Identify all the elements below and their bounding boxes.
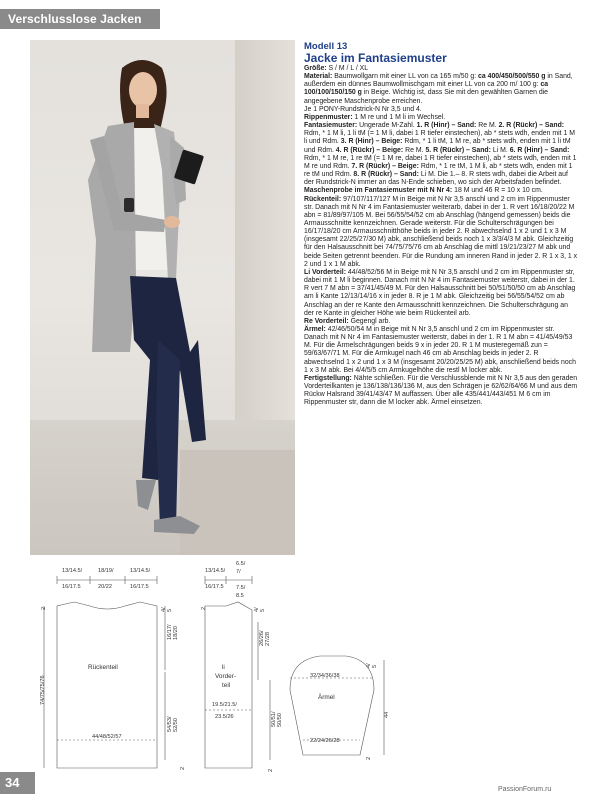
sleeve-bottom-width: 22/24/26/28 — [310, 738, 340, 744]
front-length-1: 50/51/ — [271, 711, 277, 727]
front-shoulder-2: 5 — [260, 608, 266, 612]
back-armhole-1: 16/17/ — [167, 624, 173, 640]
back-paragraph — [304, 196, 579, 269]
front-neck-2: 7/ — [236, 569, 241, 575]
row-5-label: 5. R (Rückr) – Sand: — [425, 146, 491, 154]
instructions-column — [304, 42, 579, 408]
back-top-two: 2 — [41, 606, 47, 610]
rib-label: Rippenmuster: — [304, 113, 353, 121]
page-number: 34 — [5, 775, 20, 790]
back-top-mid-2: 20/22 — [98, 584, 112, 590]
back-top-right-2: 16/17.5 — [130, 584, 149, 590]
row-1-label: 1. R (Hinr) – Sand: — [416, 122, 477, 130]
row-3-label: 3. R (Hinr) – Beige: — [340, 138, 403, 146]
material-text-3: in Beige. Wichtig ist, dass Sie mit den gewählten Garnen die angegebene Maschenprobe erreichen. — [304, 89, 549, 105]
row-6-text: Rdm, * 1 M re, 1 re tM (= 1 M re, dabei 1 R tiefer einstechen), ab * stets wdh, enden mit 1 M re und Rdm. — [304, 154, 577, 170]
front-neck-3: 7.5/ — [236, 585, 246, 591]
section-title: Verschlusslose Jacken — [8, 12, 142, 26]
row-7-text: Rdm, * 1 re tM, 1 M li, ab * stets wdh, enden mit 1 re tM und Rdm. — [304, 162, 573, 179]
front-top-2: 16/17.5 — [205, 584, 224, 590]
front-neck-4: 8.5 — [236, 593, 244, 599]
front-neck-height-1: 26/26/ — [259, 630, 265, 646]
gauge-paragraph — [304, 187, 579, 195]
sleeve-length: 44 — [384, 711, 390, 718]
sleeve-text: 42/46/50/54 M in Beige mit N Nr 3,5 anschl und 2 cm im Rippenmuster str. Danach mit N Nr 4 im Fantasiemuster weiterstr, dabei in der 1. R 1 M abn = 41/45/49/53 M. Für die Ärmelschrägungen beids 9 x in jeder 20. R 1 M musteregemäß zun = 59/63/67/71 M. Für die Armkugel nach 46 cm ab Anschlag beids in jeder 2. R abwechselnd 1 x 2 und 1 x 3 M (insgesamt 20/20/25/25 M) abk, anschließend beids noch 1 x 3 M abk. Bei 4/4/5/5 cm Armkugelhöhe die restl M locker abk. — [304, 326, 576, 374]
back-top-left-1: 13/14.5/ — [62, 568, 83, 574]
back-text: 97/107/117/127 M in Beige mit N Nr 3,5 anschl und 2 cm im Rippenmuster str. Danach mit N Nr 4 im Fantasiemuster weiterarb, dabei in der 1. R vert 16/18/20/22 M abn = 81/89/97/105 M. Bei 56/55/54/52 cm ab Anschlag (hängend gemessen) beids die Armausschnitte kennzeichnen. Gerade weiterstr. Für die Schulterschrägungen bei 16/17/18/20 cm Armausschnitthöhe beids in jeder 2. R abwechselnd 1 x 2 und 1 x 3 M (insgesamt 22/25/27/30 M) abk, anschließend beids noch 1 x 3/3/4/3 M abk. Gleichzeitig für den Halsausschnitt bei 74/75/75/76 cm ab Anschlag die mittl 19/21/23/27 M abk und beide Seiten getrennt beenden. Für die Rundung am inneren Rand in jeder 2. R 1 x 3, 1 x 2 und 1 x 1 M abk. — [304, 195, 578, 268]
size-label: Größe: — [304, 65, 327, 72]
row-6-label: 6. R (Hinr) – Sand: — [509, 146, 570, 154]
sleeve-paragraph — [304, 326, 579, 375]
back-side-1: 54/53/ — [167, 716, 173, 732]
material-text-2: in Sand, außerdem ein dünnes Baumwollmischgarn mit einer LL von ca 200 m/ 100 g: — [304, 73, 573, 89]
material-amount-sand: ca 400/450/500/550 g — [478, 73, 546, 81]
finishing-label: Fertigstellung: — [304, 374, 352, 382]
back-armhole-2: 18/20 — [173, 626, 179, 640]
row-2-label: 2. R (Rückr) – Sand: — [498, 122, 565, 130]
back-shoulder-1: 4/ — [161, 607, 167, 612]
page-number-box — [0, 772, 35, 794]
row-8-label: 8. R (Rückr) – Sand: — [353, 171, 419, 179]
row-4-label: 4. R (Rückr) – Beige: — [335, 146, 404, 154]
front-neck-height-2: 27/28 — [265, 632, 271, 646]
row-7-label: 7. R (Rückr) – Beige: — [351, 162, 419, 170]
finishing-text: Nähte schließen. Für die Verschlussblende mit N Nr 3,5 aus den geraden Vorderteilkanten je 136/138/136/136 M, aus den Schrägen je 62/62/64/66 M und aus dem Rückw Halsrand 39/41/43/47 M auffassen. Über alle 435/441/443/451 M 6 cm im Rippenmuster str, dann die M locker abk. Ärmel einsetzen. — [304, 374, 578, 407]
woman-figure — [30, 40, 295, 555]
sleeve-top-width: 32/34/36/38 — [310, 673, 340, 679]
sleeve-cap-2: 5 — [372, 664, 378, 668]
material-text-1: Baumwollgarn mit einer LL von ca 165 m/50 g: — [334, 73, 477, 81]
rib-paragraph — [304, 114, 579, 122]
front-top-two: 2 — [201, 606, 207, 610]
finishing-paragraph — [304, 375, 579, 408]
fantasy-text: Ungerade M-Zahl. — [359, 122, 415, 130]
back-side-2: 52/50 — [173, 718, 179, 732]
front-label-2: Vorder- — [215, 673, 236, 680]
front-width-1: 19.5/21.5/ — [212, 702, 237, 708]
left-front-paragraph — [304, 269, 579, 318]
front-bottom-two: 2 — [268, 768, 274, 772]
right-front-paragraph — [304, 318, 579, 326]
rib-text: 1 M re und 1 M li im Wechsel. — [354, 113, 446, 121]
row-5-text: Li M. — [492, 146, 508, 154]
row-2-text: Rdm, * 1 M li, 1 li tM (= 1 M li, dabei 1 R tiefer einstechen), ab * stets wdh, enden mit 1 M li und Rdm. — [304, 130, 575, 146]
back-bottom-two: 2 — [180, 766, 186, 770]
back-top-mid-1: 18/19/ — [98, 568, 114, 574]
gauge-label: Maschenprobe im Fantasiemuster mit N Nr 4: — [304, 187, 453, 195]
sleeve-label: Ärmel: — [304, 326, 326, 333]
row-3-text: Rdm, * 1 li tM, 1 M re, ab * stets wdh, enden mit 1 li tM und Rdm. — [304, 138, 571, 154]
sleeve-cap-1: 4/ — [366, 663, 372, 668]
back-bottom-width: 44/48/52/57 — [92, 734, 122, 740]
material-amount-beige: ca 100/100/150/150 g — [304, 81, 549, 97]
material-paragraph — [304, 73, 579, 106]
back-shoulder-2: 5 — [167, 608, 173, 612]
sleeve-piece-label: Ärmel — [318, 694, 335, 701]
back-label: Rückenteil: — [304, 195, 342, 203]
back-top-right-1: 13/14.5/ — [130, 568, 151, 574]
row-1-text: Re M. — [478, 122, 497, 130]
model-number: Modell 13 — [304, 41, 348, 52]
fantasy-label: Fantasiemuster: — [304, 122, 358, 130]
material-label: Material: — [304, 73, 333, 81]
gauge-text: 18 M und 46 R = 10 x 10 cm. — [454, 187, 543, 195]
front-shoulder-1: 4/ — [254, 607, 260, 612]
needles-paragraph: Je 1 PONY-Rundstrick-N Nr 3,5 und 4. — [304, 105, 422, 113]
right-front-label: Re Vorderteil: — [304, 317, 349, 325]
front-neck-1: 6.5/ — [236, 561, 246, 567]
left-front-label: Li Vorderteil: — [304, 268, 346, 276]
back-piece-label: Rückenteil — [88, 664, 118, 671]
back-piece-outline — [57, 602, 157, 768]
front-label-3: teil — [222, 682, 231, 689]
left-front-text: 44/48/52/56 M in Beige mit N Nr 3,5 anschl und 2 cm im Rippenmuster str, dabei mit 1 M li beginnen. Danach mit N Nr 4 im Fantasiemuster weiterstr, dabei in der 1. R vert 7 M abn = 37/41/45/49 M. Für den Halsausschnitt bei 50/51/50/50 cm ab Anschlag am li Kante 12/13/14/16 x in jeder 8. R je 1 M abk. Gleichzeitig bei 56/55/54/52 cm ab Anschlag an der re Kante den Armausschnitt kennzeichnen. Die Schulterschrägung an der re Kante in gleicher Höhe wie beim Rückenteil arb. — [304, 268, 576, 317]
front-width-2: 23.5/26 — [215, 714, 234, 720]
back-top-left-2: 16/17.5 — [62, 584, 81, 590]
model-name: Jacke im Fantasiemuster — [304, 51, 447, 65]
section-header-bar — [0, 9, 160, 29]
model-photo — [30, 40, 295, 555]
watermark: PassionForum.ru — [498, 786, 552, 793]
front-top-1: 13/14.5/ — [205, 568, 226, 574]
fantasy-paragraph — [304, 122, 579, 187]
front-label-1: li — [222, 664, 225, 671]
right-front-text: Gegengl arb. — [350, 317, 391, 325]
sleeve-bottom-two: 2 — [366, 756, 372, 760]
size-value: S / M / L / XL — [328, 65, 369, 72]
row-8-text: Li M. Die 1.– 8. R stets wdh, dabei die Arbeit auf der Rundstrick-N immer an das N-Ende schieben, wo sich der Arbeitsfaden befindet. — [304, 171, 568, 187]
front-length-2: 50/50 — [277, 713, 283, 727]
size-paragraph — [304, 65, 579, 73]
row-4-text: Re M. — [405, 146, 424, 154]
back-total-length: 74/75/75/76 — [40, 675, 46, 705]
